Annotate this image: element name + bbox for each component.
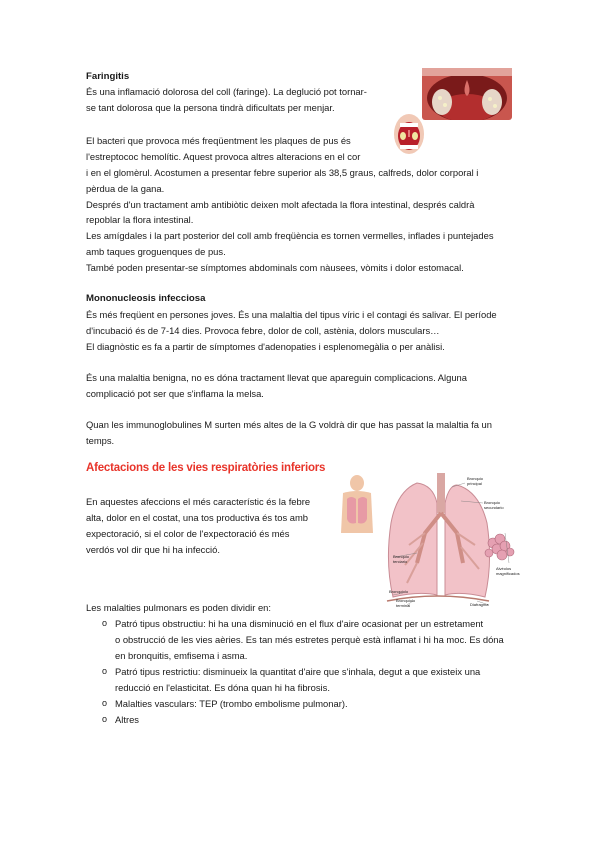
faringitis-p2-line: pèrdua de la gana.	[86, 183, 165, 194]
lung-label: Bronquio terciario	[393, 554, 410, 564]
faringitis-p1-line: se tant dolorosa que la persona tindrà dificultats per menjar.	[86, 102, 335, 113]
afectacions-p1-line: En aquestes afeccions el més característic és la febre	[86, 496, 311, 507]
faringitis-p2-line: l'estreptococ hemolític. Aquest provoca altres alteracions en el cor	[86, 151, 361, 162]
mononucleosis-p3-line: Quan les immunoglobulines M surten més altes de la G voldrà dir que has passat la malaltia fa un	[86, 419, 492, 430]
list-bullet: o	[102, 714, 108, 724]
mononucleosis-p2-line: complicació pot ser que s'inflama la melsa.	[86, 388, 264, 399]
list-bullet: o	[102, 698, 108, 708]
lung-label: Alvéolos magnificados	[496, 566, 520, 576]
faringitis-p1-line: És una inflamació dolorosa del coll (faringe). La deglució pot tornar-	[86, 86, 367, 97]
list-bullet: o	[102, 618, 108, 628]
open-mouth-illustration	[392, 110, 426, 158]
faringitis-p2-line: i en el glomèrul. Acostumen a presentar febre superior als 38,5 graus, calfreds, dolor corporal i	[86, 167, 479, 178]
mononucleosis-p2-line: És una malaltia benigna, no es dóna tractament llevat que apareguin complicacions. Alguna	[86, 372, 467, 383]
mononucleosis-p3-line: temps.	[86, 435, 115, 446]
list-item-line: Patró tipus obstructiu: hi ha una disminució en el flux d'aire ocasionat per un estretament	[115, 618, 484, 629]
faringitis-p2-line: També poden presentar-se símptomes abdominals com nàusees, vòmits i dolor estomacal.	[86, 262, 464, 273]
faringitis-p2-line: amb taques groguenques de pus.	[86, 246, 226, 257]
faringitis-title: Faringitis	[86, 71, 130, 82]
list-bullet: o	[102, 666, 108, 676]
afectacions-title: Afectacions de les vies respiratòries inferiors	[86, 462, 326, 474]
mononucleosis-p1-line: d'incubació és de 7-14 dies. Provoca febre, dolor de coll, astènia, dolors musculars…	[86, 325, 440, 336]
lung-anatomy-illustration	[337, 473, 525, 609]
mononucleosis-p1-line: El diagnòstic es fa a partir de símptomes d'adenopaties i esplenomegàlia o per anàlisi.	[86, 341, 445, 352]
lung-diseases-intro: Les malalties pulmonars es poden dividir en:	[86, 602, 271, 613]
afectacions-p1-line: expectoració, si el color de l'expectoració és més	[86, 528, 290, 539]
lung-label: Bronquio secundario	[484, 500, 504, 510]
faringitis-p2-line: El bacteri que provoca més freqüentment les plaques de pus és	[86, 135, 351, 146]
lung-label: Bronquiolo terminal	[396, 598, 416, 608]
afectacions-p1-line: alta, dolor en el costat, una tos productiva és tos amb	[86, 512, 309, 523]
faringitis-p2-line: repoblar la flora intestinal.	[86, 214, 194, 225]
faringitis-p2-line: Després d'un tractament amb antibiòtic deixen molt afectada la flora intestinal, després caldrà	[86, 199, 475, 210]
mononucleosis-title: Mononucleosis infecciosa	[86, 293, 206, 304]
list-item-line: Altres	[115, 714, 139, 725]
afectacions-p1-line: verdós vol dir que hi ha infecció.	[86, 544, 220, 555]
lung-label: Bronquiolo	[389, 589, 409, 594]
throat-photo-image	[422, 68, 512, 120]
list-item-line: reducció en l'elasticitat. Es dóna quan hi ha fibrosis.	[115, 682, 330, 693]
faringitis-p2-line: Les amígdales i la part posterior del coll amb freqüència es tornen vermelles, inflades i puntejades	[86, 230, 494, 241]
list-item-line: Patró tipus restrictiu: disminueix la quantitat d'aire que s'inhala, degut a que existeix una	[115, 666, 481, 677]
list-item-line: o obstrucció de les vies aèries. Es tan més estretes perquè està inflamat i hi ha moc. Es dóna	[115, 634, 504, 645]
mononucleosis-p1-line: És més freqüent en persones joves. És una malaltia del tipus víric i el contagi és salivar. El període	[86, 309, 497, 320]
list-item-line: en bronquitis, emfisema i asma.	[115, 650, 248, 661]
lung-label: Diafragma	[470, 602, 489, 607]
list-item-line: Malalties vasculars: TEP (trombo embolisme pulmonar).	[115, 698, 348, 709]
lung-label: Bronquio principal	[467, 476, 484, 486]
